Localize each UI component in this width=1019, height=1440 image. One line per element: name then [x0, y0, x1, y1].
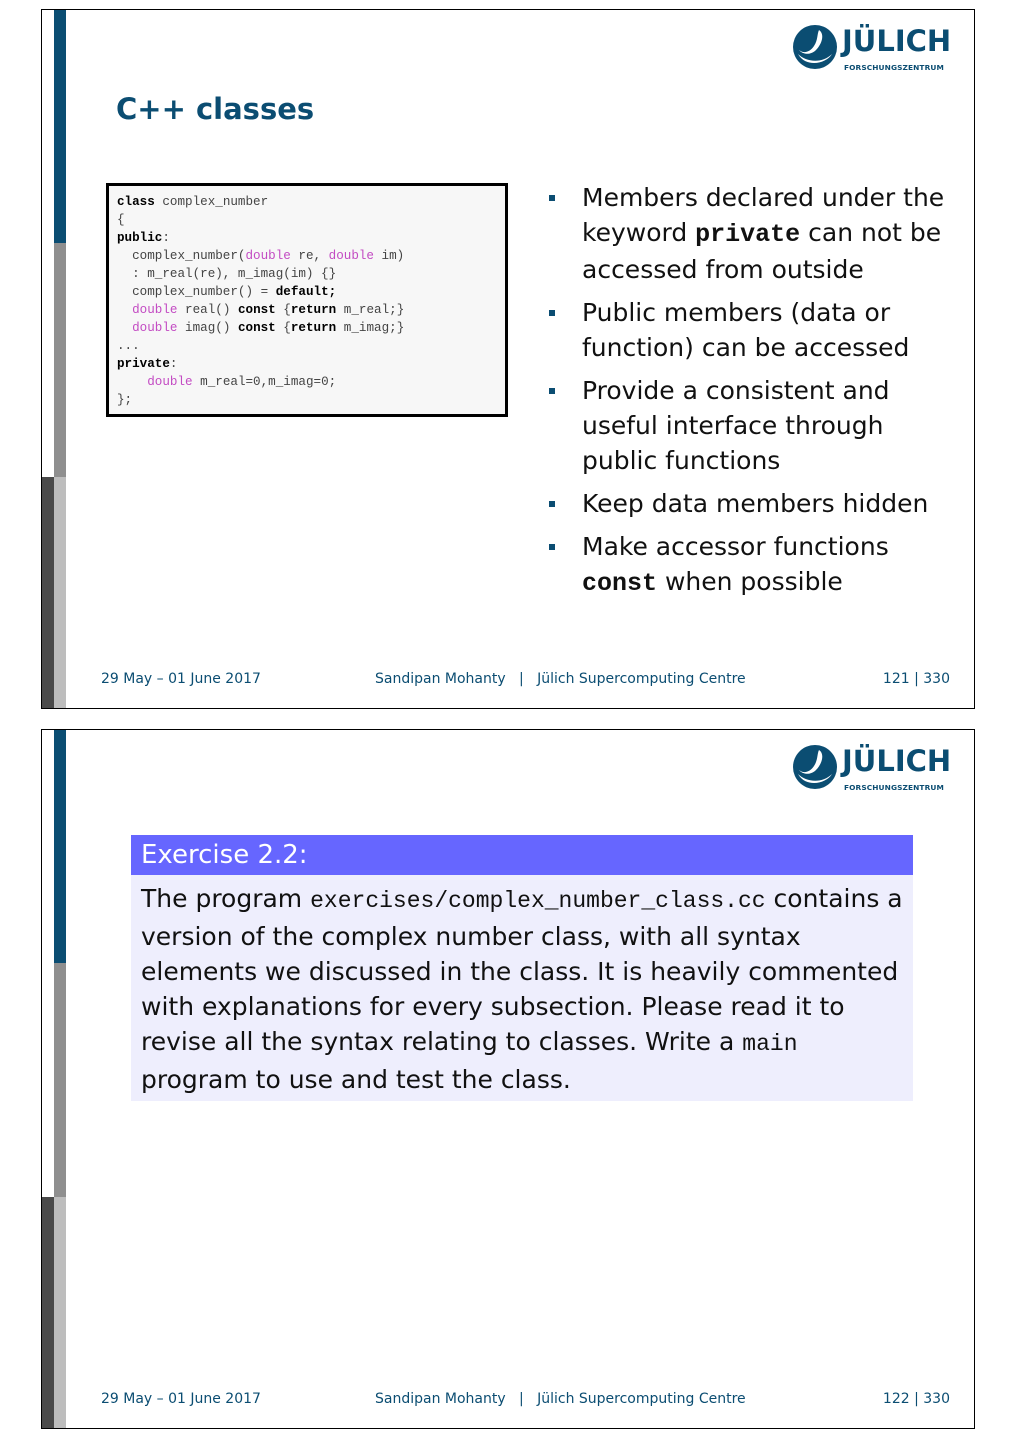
julich-logo: [792, 742, 952, 798]
side-bar-segment: [42, 1197, 54, 1429]
bullet-item: Public members (data or function) can be accessed: [547, 295, 957, 365]
side-bar-segment: [54, 730, 66, 963]
side-bar-segment: [42, 730, 54, 963]
footer-date: 29 May – 01 June 2017: [101, 671, 261, 687]
side-bar-segment: [54, 10, 66, 243]
side-bar-segment: [54, 1197, 66, 1429]
footer-date: 29 May – 01 June 2017: [101, 1391, 261, 1407]
julich-logo-icon: [792, 24, 838, 70]
side-bar-segment: [42, 477, 54, 709]
side-bar-segment: [54, 477, 66, 709]
logo-subtitle: FORSCHUNGSZENTRUM: [844, 783, 944, 792]
julich-logo: [792, 22, 952, 78]
exercise-text: The program exercises/complex_number_class.cc contains a version of the complex number class, with all syntax elements we discussed in the class. It is heavily commented with explanations for every subsection. Please read it to revise all the syntax relating to classes. Write a main program to use and test the class.: [131, 875, 913, 1101]
code-listing: class complex_number { public: complex_number(double re, double im) : m_real(re), m_imag(im) {} complex_number() = default; double real() const {return m_real;} double imag() const {return m_imag;} ... private: double m_real=0,m_imag=0; };: [117, 195, 405, 407]
logo-wordmark: JÜLICH: [842, 744, 952, 778]
footer-author-institute: Sandipan Mohanty | Jülich Supercomputing Centre: [375, 1391, 746, 1407]
side-bar-segment: [42, 10, 54, 243]
footer-author-institute: Sandipan Mohanty | Jülich Supercomputing Centre: [375, 671, 746, 687]
julich-logo-icon: [792, 744, 838, 790]
bullet-list: [547, 180, 957, 609]
slide-121: [41, 9, 975, 709]
logo-subtitle: FORSCHUNGSZENTRUM: [844, 63, 944, 72]
bullet-item: Provide a consistent and useful interface through public functions: [547, 373, 957, 478]
code-block: [106, 183, 508, 417]
slide-title: C++ classes: [116, 92, 315, 126]
bullet-item: Keep data members hidden: [547, 486, 957, 521]
footer-page-number: 122 | 330: [882, 1391, 950, 1407]
bullet-item: Members declared under the keyword private can not be accessed from outside: [547, 180, 957, 287]
footer-page-number: 121 | 330: [882, 671, 950, 687]
side-bar-segment: [42, 963, 54, 1197]
side-bar-segment: [54, 963, 66, 1197]
exercise-file-path: exercises/complex_number_class.cc: [310, 888, 766, 914]
slide-122: [41, 729, 975, 1429]
exercise-title: Exercise 2.2:: [131, 835, 913, 875]
bullet-item: Make accessor functions const when possible: [547, 529, 957, 601]
exercise-block: [131, 835, 913, 1101]
side-bar-segment: [54, 243, 66, 477]
side-bar-segment: [42, 243, 54, 477]
logo-wordmark: JÜLICH: [842, 24, 952, 58]
